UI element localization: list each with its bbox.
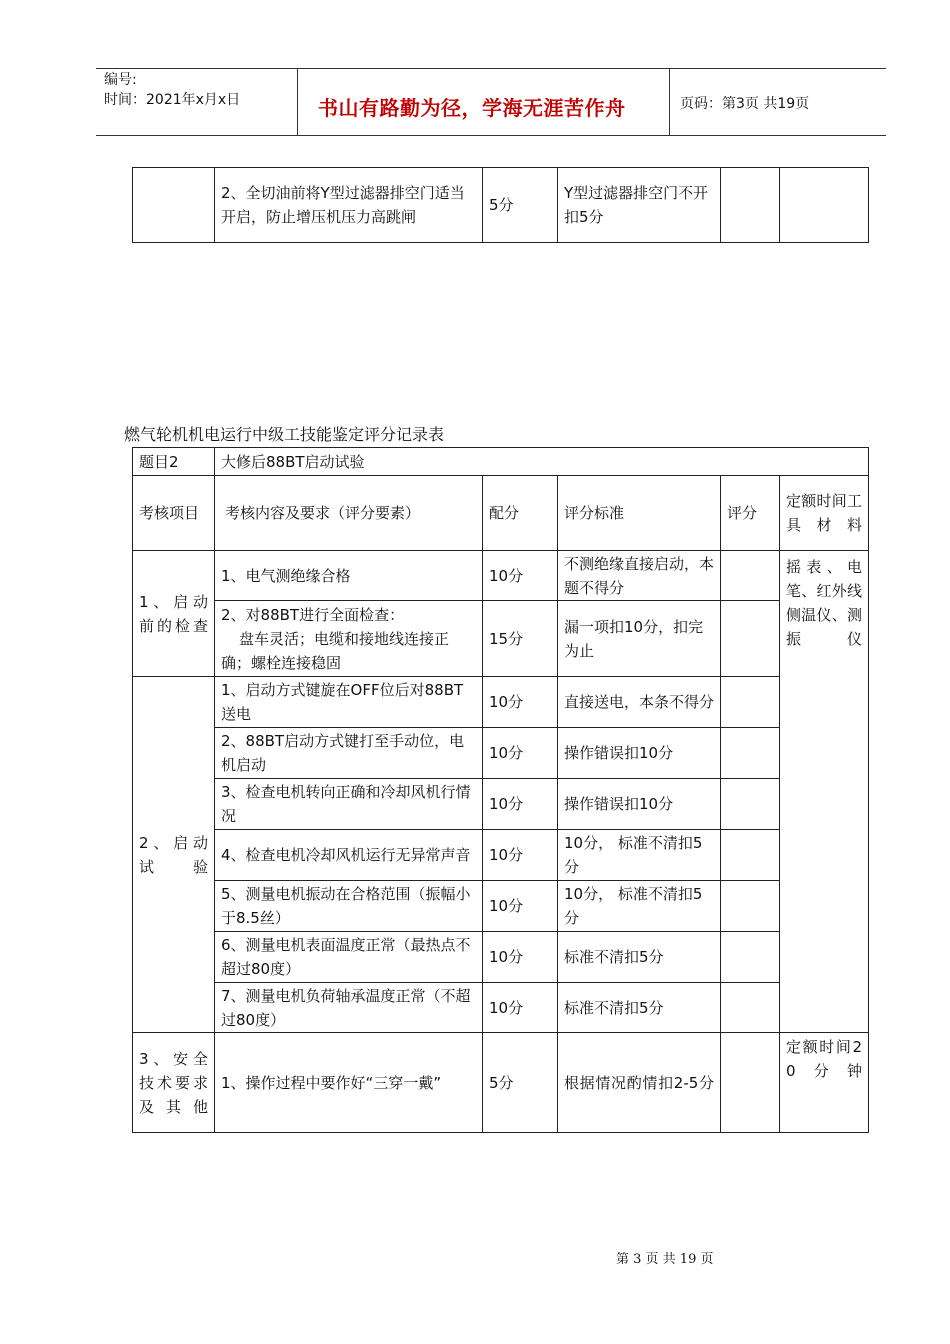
cell-standard: 不测绝缘直接启动，本题不得分: [558, 551, 721, 601]
cell-score: 10分: [483, 728, 558, 779]
page-footer: 第 3 页 共 19 页: [616, 1252, 714, 1267]
cell-standard: 根据情况酌情扣2-5分: [558, 1033, 721, 1133]
cell-tools: [780, 168, 869, 243]
header-time-label: 时间：2021年x月x日: [104, 92, 241, 108]
table-row: [133, 601, 869, 677]
cell-score: 5分: [483, 168, 558, 243]
header-row: [133, 476, 869, 551]
cell-rating: [721, 601, 780, 677]
cell-rating: [721, 830, 780, 881]
cell-score: 10分: [483, 983, 558, 1033]
group-item-safety: 3、安全技术要求及其他: [133, 1033, 215, 1133]
cell-score: 10分: [483, 830, 558, 881]
cell-standard: 操作错误扣10分: [558, 779, 721, 830]
cell-content: [215, 601, 483, 677]
cell-score: 15分: [483, 601, 558, 677]
cell-standard: 10分， 标准不清扣5分: [558, 830, 721, 881]
cell-content: 4、检查电机冷却风机运行无异常声音: [215, 830, 483, 881]
table-row: [133, 551, 869, 601]
cell-content: 2、全切油前将Y型过滤器排空门适当开启，防止增压机压力高跳闸: [215, 168, 483, 243]
table-row: [133, 932, 869, 983]
table-row: [133, 168, 869, 243]
header-score: 配分: [483, 476, 558, 551]
table-row: [133, 779, 869, 830]
group-item-pre-start-check: 1、启动前的检查: [133, 551, 215, 677]
cell-content: 2、88BT启动方式键打至手动位，电机启动: [215, 728, 483, 779]
time-quota-cell: [780, 1033, 869, 1133]
cell-score: 10分: [483, 932, 558, 983]
header-motto: 书山有路勤为径，学海无涯苦作舟: [318, 96, 626, 120]
cell-rating: [721, 168, 780, 243]
header-code-label: 编号:: [104, 72, 137, 88]
table-row: [133, 830, 869, 881]
cell-standard: 操作错误扣10分: [558, 728, 721, 779]
header-item: 考核项目: [133, 476, 215, 551]
cell-rating: [721, 728, 780, 779]
table-row: [133, 881, 869, 932]
cell-score: 10分: [483, 881, 558, 932]
header-tools: 定额时间工具材料: [780, 476, 869, 551]
cell-content: 5、测量电机振动在合格范围（振幅小于8.5丝）: [215, 881, 483, 932]
cell-rating: [721, 1033, 780, 1133]
cell-rating: [721, 932, 780, 983]
header-content: 考核内容及要求（评分要素）: [215, 476, 483, 551]
header-page-info: 页码：第3页 共19页: [680, 96, 810, 112]
cell-content: 1、电气测绝缘合格: [215, 551, 483, 601]
cell-score: 10分: [483, 677, 558, 728]
table-row: [133, 1033, 869, 1133]
cell-rating: [721, 881, 780, 932]
table-row: [133, 983, 869, 1033]
continuation-table: [132, 167, 869, 243]
cell-score: 5分: [483, 1033, 558, 1133]
header-standard: 评分标准: [558, 476, 721, 551]
cell-rating: [721, 551, 780, 601]
header-divider-left: [297, 68, 298, 136]
cell-content-line1: 2、对88BT进行全面检查：: [221, 605, 405, 624]
header-bottom-rule: [96, 135, 886, 136]
header-rating: 评分: [721, 476, 780, 551]
cell-score: 10分: [483, 551, 558, 601]
section-title: 燃气轮机机电运行中级工技能鉴定评分记录表: [124, 425, 445, 444]
cell-content: 1、操作过程中要作好“三穿一戴”: [215, 1033, 483, 1133]
time-quota-text: 定额时间20分钟: [786, 1038, 863, 1080]
header-top-rule: [96, 68, 886, 69]
cell-content-line2: 盘车灵活；电缆和接地线连接正确；螺栓连接稳固: [221, 629, 450, 672]
group-item-start-test: 2、启动试验: [133, 677, 215, 1033]
table-row: [133, 677, 869, 728]
cell-content: 7、测量电机负荷轴承温度正常（不超过80度）: [215, 983, 483, 1033]
cell-content: 1、启动方式键旋在OFF位后对88BT送电: [215, 677, 483, 728]
cell-rating: [721, 677, 780, 728]
cell-standard: Y型过滤器排空门不开扣5分: [558, 168, 721, 243]
tools-cell: [780, 551, 869, 1033]
topic-row: [133, 448, 869, 476]
header-divider-right: [669, 68, 670, 136]
score-record-table: [132, 447, 869, 1133]
tools-text: 摇表、电笔、红外线侧温仪、测振仪: [786, 558, 863, 648]
cell-standard: 标准不清扣5分: [558, 983, 721, 1033]
cell-item: [133, 168, 215, 243]
cell-standard: 10分， 标准不清扣5分: [558, 881, 721, 932]
cell-standard: 漏一项扣10分，扣完为止: [558, 601, 721, 677]
cell-score: 10分: [483, 779, 558, 830]
cell-content: 3、检查电机转向正确和冷却风机行情况: [215, 779, 483, 830]
cell-rating: [721, 983, 780, 1033]
topic-label: 题目2: [133, 448, 215, 476]
table-row: [133, 728, 869, 779]
cell-standard: 直接送电，本条不得分: [558, 677, 721, 728]
cell-standard: 标准不清扣5分: [558, 932, 721, 983]
topic-value: 大修后88BT启动试验: [215, 448, 869, 476]
cell-content: 6、测量电机表面温度正常（最热点不超过80度）: [215, 932, 483, 983]
cell-rating: [721, 779, 780, 830]
